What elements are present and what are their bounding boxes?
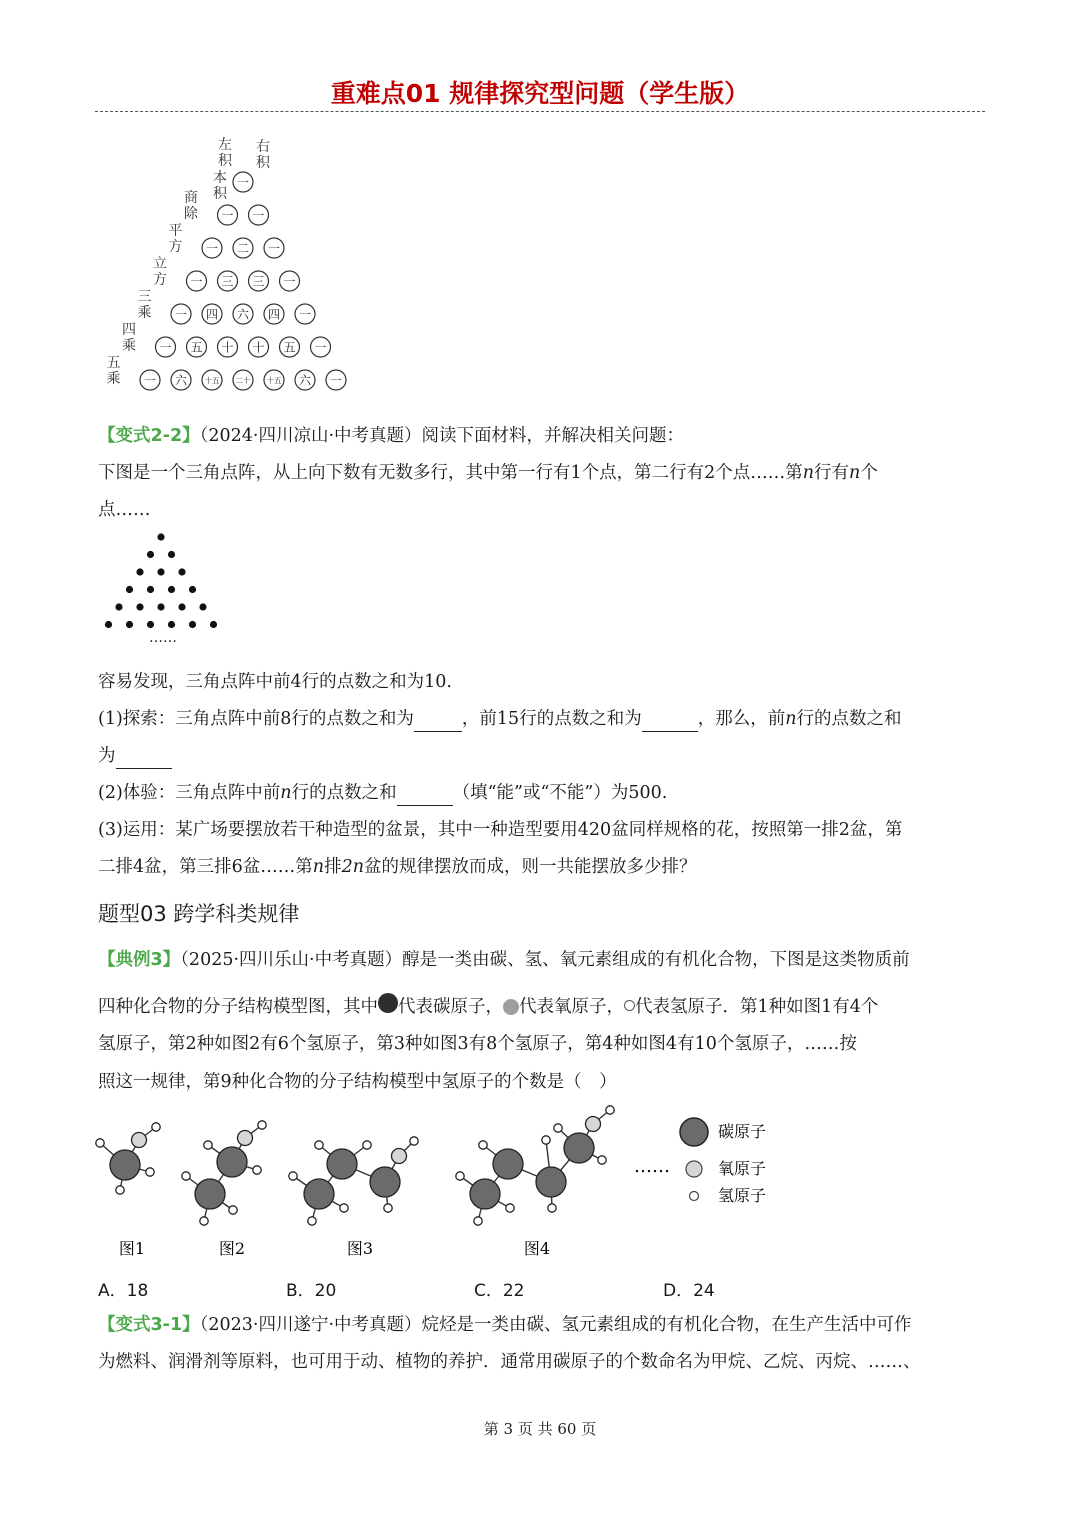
row-label [138,289,152,321]
text: 代表氧原子， [519,997,624,1017]
svg-text:一: 一 [190,274,203,289]
triangle-node [249,337,269,357]
svg-text:四乘: 四乘 [122,322,136,354]
hydrogen-atom [308,1217,316,1225]
triangle-node [187,337,207,357]
legend-hydrogen-label: 氢原子 [718,1186,767,1205]
triangle-node [218,205,238,225]
yanghui-triangle-figure [106,130,380,410]
hydrogen-atom [474,1217,482,1225]
triangle-node [202,304,222,324]
text: ，那么，前 [697,709,786,729]
array-dot [147,621,154,628]
oxygen-atom [392,1149,407,1164]
question-1 [98,707,901,732]
carbon-atom [536,1167,566,1197]
legend-carbon-label: 碳原子 [718,1122,767,1141]
carbon-atom [217,1147,247,1177]
text: 代表碳原子， [398,997,503,1017]
carbon-atom [110,1150,140,1180]
hydrogen-atom [315,1141,323,1149]
example-3-line4: 照这一规律，第9种化合物的分子结构模型中氢原子的个数是（ ） [98,1072,617,1092]
svg-text:十五: 十五 [266,375,282,385]
triangle-node [187,271,207,291]
variant-tag: 【变式3-1】 [98,1315,200,1335]
hydrogen-atom [289,1172,297,1180]
svg-text:一: 一 [236,175,250,190]
right-product-label [256,139,271,171]
text: 代表氢原子．第1种如图1有4个 [635,997,879,1017]
triangle-node [280,337,300,357]
hydrogen-atom [384,1204,392,1212]
array-dot [168,586,175,593]
base-product-label [213,169,228,202]
triangle-node [140,370,160,390]
row-label [153,256,167,288]
triangle-node [156,337,176,357]
triangle-node [233,304,253,324]
example-3-line3: 氢原子，第2种如图2有6个氢原子，第3种如图3有8个氢原子，第4种如图4有10个氢原子，……按 [98,1034,857,1054]
carbon-atom-icon [378,993,398,1013]
array-dot [126,621,133,628]
svg-text:一: 一 [267,241,281,256]
question-3-line1: (3)运用：某广场要摆放若干种造型的盆景，其中一种造型要用420盆同样规格的花，按照第一排2盆，第 [98,820,903,840]
triangle-node [264,304,284,324]
hydrogen-atom [258,1121,266,1129]
triangle-node [171,370,191,390]
text: 行有 [814,463,850,483]
example-tag: 【典例3】 [98,950,181,970]
text: 排 [324,857,342,877]
array-dot [178,603,185,610]
svg-text:四: 四 [267,307,281,322]
svg-text:一: 一 [143,373,157,388]
array-dot [168,551,175,558]
fig-label-4: 图4 [523,1239,551,1258]
triangle-node [311,337,331,357]
svg-text:五: 五 [190,340,203,355]
triangle-node [233,370,253,390]
triangle-node [295,370,315,390]
hydrogen-atom [554,1124,562,1132]
array-dot [178,568,185,575]
hydrogen-atom [146,1168,154,1176]
var-n: n [785,709,797,729]
var-n: n [312,857,325,877]
hydrogen-atom [606,1106,614,1114]
svg-text:本积: 本积 [213,170,227,202]
array-dot [199,603,206,610]
array-dot [147,586,154,593]
option-c[interactable]: C．22 [474,1281,525,1301]
svg-text:一: 一 [252,208,265,223]
triangle-node [233,172,253,192]
svg-text:十五: 十五 [204,375,220,385]
text: 二排4盆，第三排6盆……第 [98,857,313,877]
triangle-node [249,271,269,291]
svg-text:三: 三 [252,274,265,289]
triangle-node [218,337,238,357]
row-label [184,190,199,222]
hydrogen-atom [182,1172,190,1180]
svg-text:四: 四 [205,307,219,322]
option-b[interactable]: B．20 [286,1281,337,1301]
svg-text:一: 一 [314,340,327,355]
text: 为 [98,746,116,766]
hydrogen-atom [479,1141,487,1149]
svg-text:一: 一 [329,373,343,388]
triangle-node [218,271,238,291]
array-dot [157,603,164,610]
question-1-cont [98,744,172,769]
text: 下图是一个三角点阵，从上向下数有无数多行，其中第一行有1个点，第二行有2个点……第 [98,463,803,483]
text: （2025·四川乐山·中考真题）醇是一类由碳、氢、氧元素组成的有机化合物，下图是这类物质前 [180,950,910,970]
svg-text:一: 一 [205,241,219,256]
answer-blank[interactable] [414,707,462,732]
text: （填“能”或“不能”）为500. [452,783,668,803]
array-dot [136,568,143,575]
carbon-atom [304,1179,334,1209]
svg-text:六: 六 [298,373,312,388]
triangle-node [280,271,300,291]
row-label [122,322,136,354]
oxygen-atom [238,1131,253,1146]
array-dot [157,533,164,540]
svg-text:二: 二 [236,241,250,256]
triangle-node [264,238,284,258]
hydrogen-atom [363,1141,371,1149]
triangle-node [249,205,269,225]
carbon-atom [493,1149,523,1179]
svg-text:商除: 商除 [184,190,198,222]
variant-2-2-heading [98,424,684,448]
hydrogen-atom [152,1123,160,1131]
text: 个 [860,463,878,483]
svg-text:一: 一 [174,307,188,322]
carbon-atom [470,1179,500,1209]
svg-text:左积: 左积 [218,137,232,169]
array-dot [157,568,164,575]
section-title: 题型03 跨学科类规律 [98,902,300,926]
array-dot [168,621,175,628]
text: ，前15行的点数之和为 [461,709,642,729]
svg-text:一: 一 [221,208,234,223]
triangle-dot-array [95,530,235,650]
oxygen-atom [586,1117,601,1132]
array-dot [115,603,122,610]
carbon-atom [370,1167,400,1197]
triangle-node [202,370,222,390]
variant-2-2-line1 [98,461,878,485]
answer-blank[interactable] [116,744,172,769]
left-product-label [218,137,233,169]
hydrogen-atom [340,1204,348,1212]
hydrogen-atom [253,1166,261,1174]
hydrogen-atom-icon [624,1000,635,1011]
legend-carbon-icon [680,1118,708,1146]
text: (1)探索：三角点阵中前8行的点数之和为 [98,709,414,729]
sequence-ellipsis: …… [634,1156,670,1177]
legend-oxygen-label: 氧原子 [718,1159,767,1178]
example-3-line1 [98,948,910,972]
variant-source: （2024·四川凉山·中考真题）阅读下面材料，并解决相关问题： [199,426,685,446]
carbon-atom [564,1133,594,1163]
text: (2)体验：三角点阵中前 [98,783,281,803]
var-n: n [280,783,292,803]
triangle-node [326,370,346,390]
text: 行的点数之和 [291,783,397,803]
svg-text:一: 一 [159,340,172,355]
svg-text:三乘: 三乘 [137,289,152,321]
observation: 容易发现，三角点阵中前4行的点数之和为10. [98,672,452,692]
svg-text:五: 五 [283,340,296,355]
hydrogen-atom [410,1137,418,1145]
hydrogen-atom [506,1204,514,1212]
var-n: n [802,463,815,483]
text: 四种化合物的分子结构模型图，其中 [98,997,378,1017]
svg-text:十: 十 [221,340,234,355]
hydrogen-atom [96,1139,104,1147]
var-2n: 2n [341,857,364,877]
question-2 [98,781,667,806]
hydrogen-atom [116,1186,124,1194]
svg-text:六: 六 [236,307,250,322]
page-title: 重难点01 规律探究型问题（学生版） [330,79,750,108]
carbon-atom [195,1179,225,1209]
title-divider [95,111,985,112]
array-dot [147,551,154,558]
page-footer: 第 3 页 共 60 页 [483,1420,597,1438]
fig-label-3: 图3 [346,1239,374,1258]
variant-tag: 【变式2-2】 [98,426,200,446]
example-3-line2 [98,993,878,1019]
svg-text:一: 一 [283,274,296,289]
text: 行的点数之和 [796,709,902,729]
array-dot [189,621,196,628]
fig-label-1: 图1 [118,1239,146,1258]
fig-label-2: 图2 [218,1239,246,1258]
array-dot [189,586,196,593]
svg-text:立方: 立方 [153,256,167,288]
text: 盆的规律摆放而成，则一共能摆放多少排？ [363,857,697,877]
question-3-line2 [98,855,696,879]
svg-text:右积: 右积 [256,139,270,171]
triangle-node [233,238,253,258]
svg-text:三: 三 [221,274,234,289]
array-dot [105,621,112,628]
hydrogen-atom [229,1206,237,1214]
variant-3-1-line1 [98,1313,912,1337]
row-label [169,223,183,255]
answer-blank[interactable] [397,781,453,806]
svg-text:二十: 二十 [235,375,251,385]
var-n: n [849,463,861,483]
variant-2-2-line2: 点…… [98,500,151,520]
hydrogen-atom [200,1217,208,1225]
oxygen-atom-icon [503,999,519,1015]
legend-hydrogen-icon [690,1192,699,1201]
hydrogen-atom [542,1136,550,1144]
svg-text:平方: 平方 [168,223,183,255]
legend-oxygen-icon [686,1161,702,1177]
array-dot [210,621,217,628]
answer-blank[interactable] [642,707,698,732]
array-dot [136,603,143,610]
svg-text:十: 十 [252,340,265,355]
triangle-node [171,304,191,324]
hydrogen-atom [548,1204,556,1212]
svg-text:五乘: 五乘 [106,355,121,387]
variant-3-1-line2: 为燃料、润滑剂等原料，也可用于动、植物的养护．通常用碳原子的个数命名为甲烷、乙烷、丙烷、……、 [98,1352,921,1372]
molecule-figures [90,1100,810,1265]
array-dot [126,586,133,593]
oxygen-atom [132,1133,147,1148]
triangle-node [264,370,284,390]
row-label [107,355,121,387]
triangle-node [295,304,315,324]
svg-text:六: 六 [174,373,188,388]
hydrogen-atom [598,1156,606,1164]
triangle-node [202,238,222,258]
carbon-atom [327,1149,357,1179]
hydrogen-atom [204,1141,212,1149]
svg-text:一: 一 [298,307,312,322]
text: （2023·四川遂宁·中考真题）烷烃是一类由碳、氢元素组成的有机化合物，在生产生活中可作 [199,1315,912,1335]
hydrogen-atom [456,1172,464,1180]
option-a[interactable]: A．18 [98,1281,149,1301]
dot-array-ellipsis: …… [149,630,177,646]
option-d[interactable]: D．24 [663,1281,715,1301]
